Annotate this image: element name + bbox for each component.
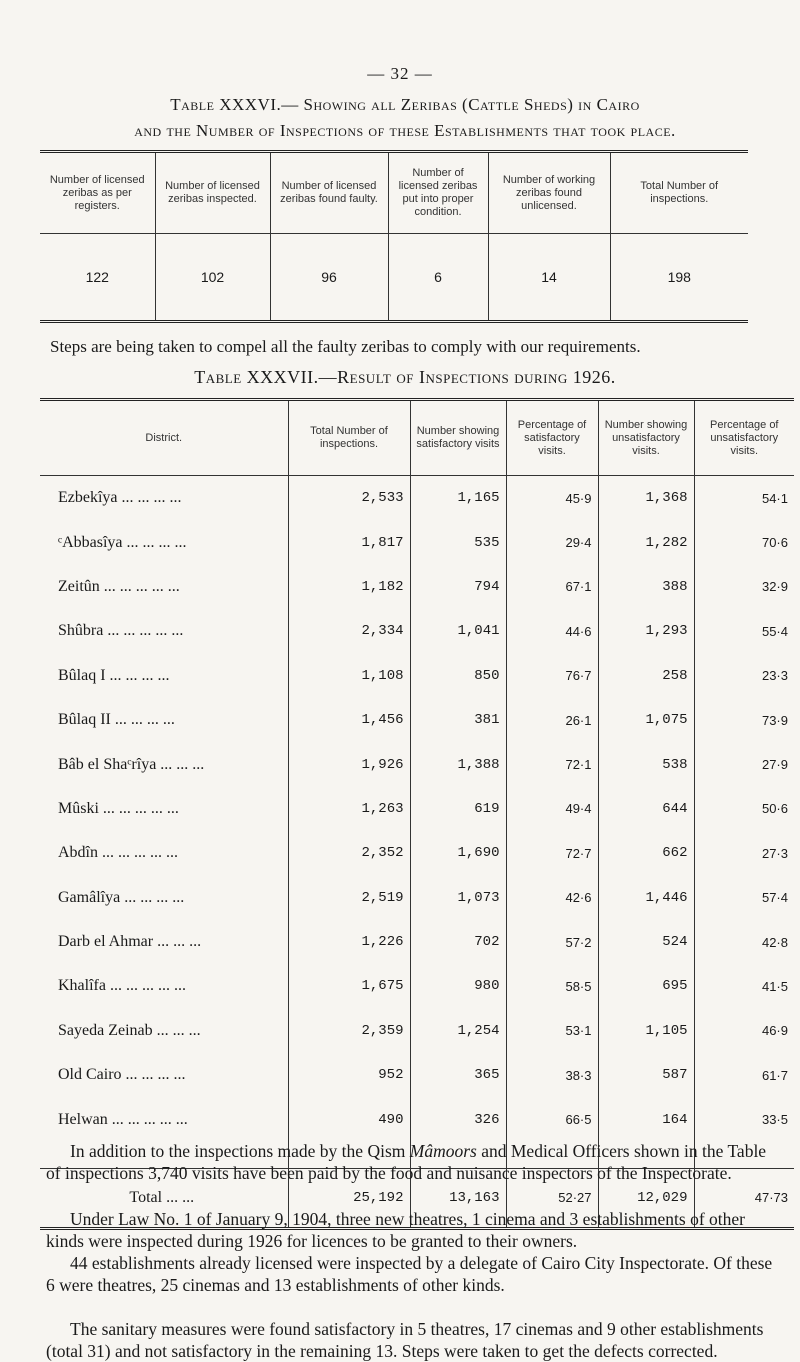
- table37-cell: 2,359: [288, 1009, 410, 1053]
- table37-cell: 258: [598, 654, 694, 698]
- table37-cell: 57·4: [761, 890, 788, 906]
- table37-cell: 45·9: [506, 476, 598, 521]
- table37-cell: 1,105: [598, 1009, 694, 1053]
- table36-header: Number of licensed zeribas as per registers.: [40, 152, 155, 234]
- table37-district-cell: Mûski ... ... ... ... ...: [40, 787, 288, 831]
- table37-caption: Table XXXVII.—Result of Inspections during 1926.: [194, 367, 616, 387]
- table37-cell: 1,073: [410, 876, 506, 920]
- table37-row: [40, 876, 794, 920]
- table37-cell: 1,075: [598, 698, 694, 742]
- table37-cell: 587: [598, 1053, 694, 1097]
- table37-row: [40, 1053, 794, 1097]
- table37-cell: 702: [410, 920, 506, 964]
- table37-row: [40, 609, 794, 653]
- table37-header: Number showing satisfactory visits: [410, 400, 506, 476]
- paragraph-italic: Mâmoors: [409, 1141, 477, 1161]
- table37-cell: 1,182: [288, 565, 410, 609]
- table37-cell: 46·9: [761, 1023, 788, 1039]
- table37-cell: 644: [598, 787, 694, 831]
- table37-cell: 952: [288, 1053, 410, 1097]
- table37-cell: 1,456: [288, 698, 410, 742]
- table37-cell: 538: [598, 742, 694, 786]
- table37-cell: 850: [410, 654, 506, 698]
- table37-district-cell: Sayeda Zeinab ... ... ...: [40, 1009, 288, 1053]
- table37-cell: 1,263: [288, 787, 410, 831]
- table37-total-label: Total ... ...: [40, 1168, 288, 1228]
- table37-row: [40, 1009, 794, 1053]
- table37-cell: 2,334: [288, 609, 410, 653]
- table37-cell: 662: [598, 831, 694, 875]
- table37-inspection-results: [40, 398, 794, 1230]
- table37-cell: 54·1: [761, 490, 788, 506]
- table36-header: Number of licensed zeribas found faulty.: [270, 152, 388, 234]
- table36-caption-line1: Table XXXVI.— Showing all Zeribas (Cattle Sheds) in Cairo: [170, 95, 640, 114]
- table37-header: Percentage of satisfactory visits.: [506, 400, 598, 476]
- table37-cell: 1,041: [410, 609, 506, 653]
- table37-header-row: [40, 400, 794, 476]
- table37-district-cell: Old Cairo ... ... ... ...: [40, 1053, 288, 1097]
- table37-cell: 53·1: [506, 1009, 598, 1053]
- table36-header-row: [40, 152, 748, 234]
- table36-cell: 6: [388, 234, 488, 322]
- table37-cell: 50·6: [761, 801, 788, 817]
- table36-cell: 96: [270, 234, 388, 322]
- table37-cell: 32·9: [761, 579, 788, 595]
- table37-district-cell: Darb el Ahmar ... ... ...: [40, 920, 288, 964]
- table37-cell: 41·5: [761, 978, 788, 994]
- table37-cell: 1,282: [598, 520, 694, 564]
- table37-cell: 58·5: [506, 964, 598, 1008]
- paragraph-licensed: [46, 1252, 782, 1296]
- table37-cell: 1,293: [598, 609, 694, 653]
- table37-cell: 72·1: [506, 742, 598, 786]
- table37-cell: 73·9: [761, 712, 788, 728]
- table37-row: [40, 787, 794, 831]
- table36-header: Number of working zeribas found unlicensed.: [488, 152, 610, 234]
- table37-row: [40, 654, 794, 698]
- table37-cell: 26·1: [506, 698, 598, 742]
- table37-cell: 76·7: [506, 654, 598, 698]
- table36-cell: 198: [667, 269, 691, 285]
- table37-cell: 44·6: [506, 609, 598, 653]
- paragraph-inspections: [46, 1140, 782, 1184]
- paragraph-law: [46, 1208, 782, 1252]
- table36-header: Number of licensed zeribas inspected.: [155, 152, 270, 234]
- table37-district-cell: Bûlaq II ... ... ... ...: [40, 698, 288, 742]
- table37-district-cell: Bâb el Shaᶜrîya ... ... ...: [40, 742, 288, 786]
- table37-cell: 388: [598, 565, 694, 609]
- table37-cell: 1,368: [598, 476, 694, 521]
- table37-total-cell: 12,029: [598, 1168, 694, 1228]
- table37-cell: 326: [410, 1097, 506, 1141]
- table36-cell: 122: [40, 234, 155, 322]
- table37-cell: 1,254: [410, 1009, 506, 1053]
- table37-row: [40, 698, 794, 742]
- table37-cell: 27·9: [761, 757, 788, 773]
- table37-cell: 2,519: [288, 876, 410, 920]
- table37-cell: 61·7: [761, 1067, 788, 1083]
- table37-cell: 1,446: [598, 876, 694, 920]
- table37-cell: 38·3: [506, 1053, 598, 1097]
- table37-cell: 66·5: [506, 1097, 598, 1141]
- table37-row: [40, 831, 794, 875]
- paragraph-text: and Medical Officers shown in the Table of inspections 3,740 visits have been paid by the food and nuisance inspectors of the Inspectorate.: [46, 1141, 767, 1183]
- table37-cell: 365: [410, 1053, 506, 1097]
- table37-cell: 524: [598, 920, 694, 964]
- table37-cell: 67·1: [506, 565, 598, 609]
- table37-district-cell: Ezbekîya ... ... ... ...: [40, 476, 288, 521]
- paragraph-sanitary: [46, 1318, 782, 1362]
- table37-header: Number showing unsatisfactory visits.: [598, 400, 694, 476]
- table37-cell: 1,108: [288, 654, 410, 698]
- page-number: — 32 —: [367, 64, 433, 83]
- table37-cell: 33·5: [761, 1112, 788, 1128]
- table36-caption: [40, 92, 770, 144]
- table37-cell: 1,226: [288, 920, 410, 964]
- table37-total-cell: 25,192: [288, 1168, 410, 1228]
- paragraph-text: The sanitary measures were found satisfactory in 5 theatres, 17 cinemas and 9 other establishments (total 31) and not satisfactory in the remaining 13. Steps were taken to get the defects corrected.: [46, 1319, 764, 1361]
- table37-district-cell: ᶜAbbasîya ... ... ... ...: [40, 520, 288, 564]
- table37-cell: 1,817: [288, 520, 410, 564]
- table37-cell: 2,533: [288, 476, 410, 521]
- table37-cell: 23·3: [761, 668, 788, 684]
- table37-district-cell: Abdîn ... ... ... ... ...: [40, 831, 288, 875]
- table37-cell: 619: [410, 787, 506, 831]
- steps-paragraph: Steps are being taken to compel all the faulty zeribas to comply with our requirements.: [50, 337, 641, 356]
- table37-cell: 1,388: [410, 742, 506, 786]
- paragraph-text: Under Law No. 1 of January 9, 1904, three new theatres, 1 cinema and 3 establishments of other kinds were inspected during 1926 for licences to be granted to their owners.: [46, 1209, 746, 1251]
- table37-total-cell: 47·73: [694, 1168, 794, 1228]
- table36-cell: 14: [488, 234, 610, 322]
- table37-cell: 164: [598, 1097, 694, 1141]
- table37-cell: 1,675: [288, 964, 410, 1008]
- table37-cell: 2,352: [288, 831, 410, 875]
- table37-header: Total Number of inspections.: [288, 400, 410, 476]
- table36-cell: 102: [155, 234, 270, 322]
- paragraph-text: 44 establishments already licensed were inspected by a delegate of Cairo City Inspectorate. Of these 6 were theatres, 25 cinemas and 13 establishments of other kinds.: [46, 1253, 773, 1295]
- table36-header: Total Number of inspections.: [610, 152, 748, 234]
- table37-header: District.: [40, 400, 288, 476]
- table37-cell: 57·2: [506, 920, 598, 964]
- table37-district-cell: Khalîfa ... ... ... ... ...: [40, 964, 288, 1008]
- table37-cell: 55·4: [761, 623, 788, 639]
- table36-header: Number of licensed zeribas put into proper condition.: [388, 152, 488, 234]
- table37-cell: 72·7: [506, 831, 598, 875]
- table37-cell: 1,690: [410, 831, 506, 875]
- table37-cell: 27·3: [761, 845, 788, 861]
- table37-row: [40, 476, 794, 521]
- table37-cell: 490: [288, 1097, 410, 1141]
- table36-caption-line2: and the Number of Inspections of these Establishments that took place.: [134, 121, 676, 140]
- table37-cell: 381: [410, 698, 506, 742]
- paragraph-text: In addition to the inspections made by the Qism: [70, 1141, 410, 1161]
- table37-cell: 70·6: [761, 535, 788, 551]
- table37-header: Percentage of unsatisfactory visits.: [694, 400, 794, 476]
- table37-total-cell: 52·27: [506, 1168, 598, 1228]
- table37-district-cell: Zeitûn ... ... ... ... ...: [40, 565, 288, 609]
- table37-district-cell: Shûbra ... ... ... ... ...: [40, 609, 288, 653]
- table37-row: [40, 565, 794, 609]
- table36-zeribas: [40, 150, 748, 323]
- table37-total-cell: 13,163: [410, 1168, 506, 1228]
- table37-row: [40, 964, 794, 1008]
- table37-row: [40, 520, 794, 564]
- table37-cell: 42·6: [506, 876, 598, 920]
- table37-district-cell: Gamâlîya ... ... ... ...: [40, 876, 288, 920]
- table37-cell: 794: [410, 565, 506, 609]
- table37-district-cell: Helwan ... ... ... ... ...: [40, 1097, 288, 1141]
- table37-cell: 535: [410, 520, 506, 564]
- table37-cell: 1,165: [410, 476, 506, 521]
- table37-cell: 29·4: [506, 520, 598, 564]
- table36-value-row: [40, 234, 748, 322]
- table37-cell: 42·8: [761, 934, 788, 950]
- table37-cell: 49·4: [506, 787, 598, 831]
- table37-cell: 695: [598, 964, 694, 1008]
- table37-row: [40, 742, 794, 786]
- table37-cell: 1,926: [288, 742, 410, 786]
- table37-row: [40, 920, 794, 964]
- table37-row: [40, 1097, 794, 1141]
- table37-cell: 980: [410, 964, 506, 1008]
- table37-district-cell: Bûlaq I ... ... ... ...: [40, 654, 288, 698]
